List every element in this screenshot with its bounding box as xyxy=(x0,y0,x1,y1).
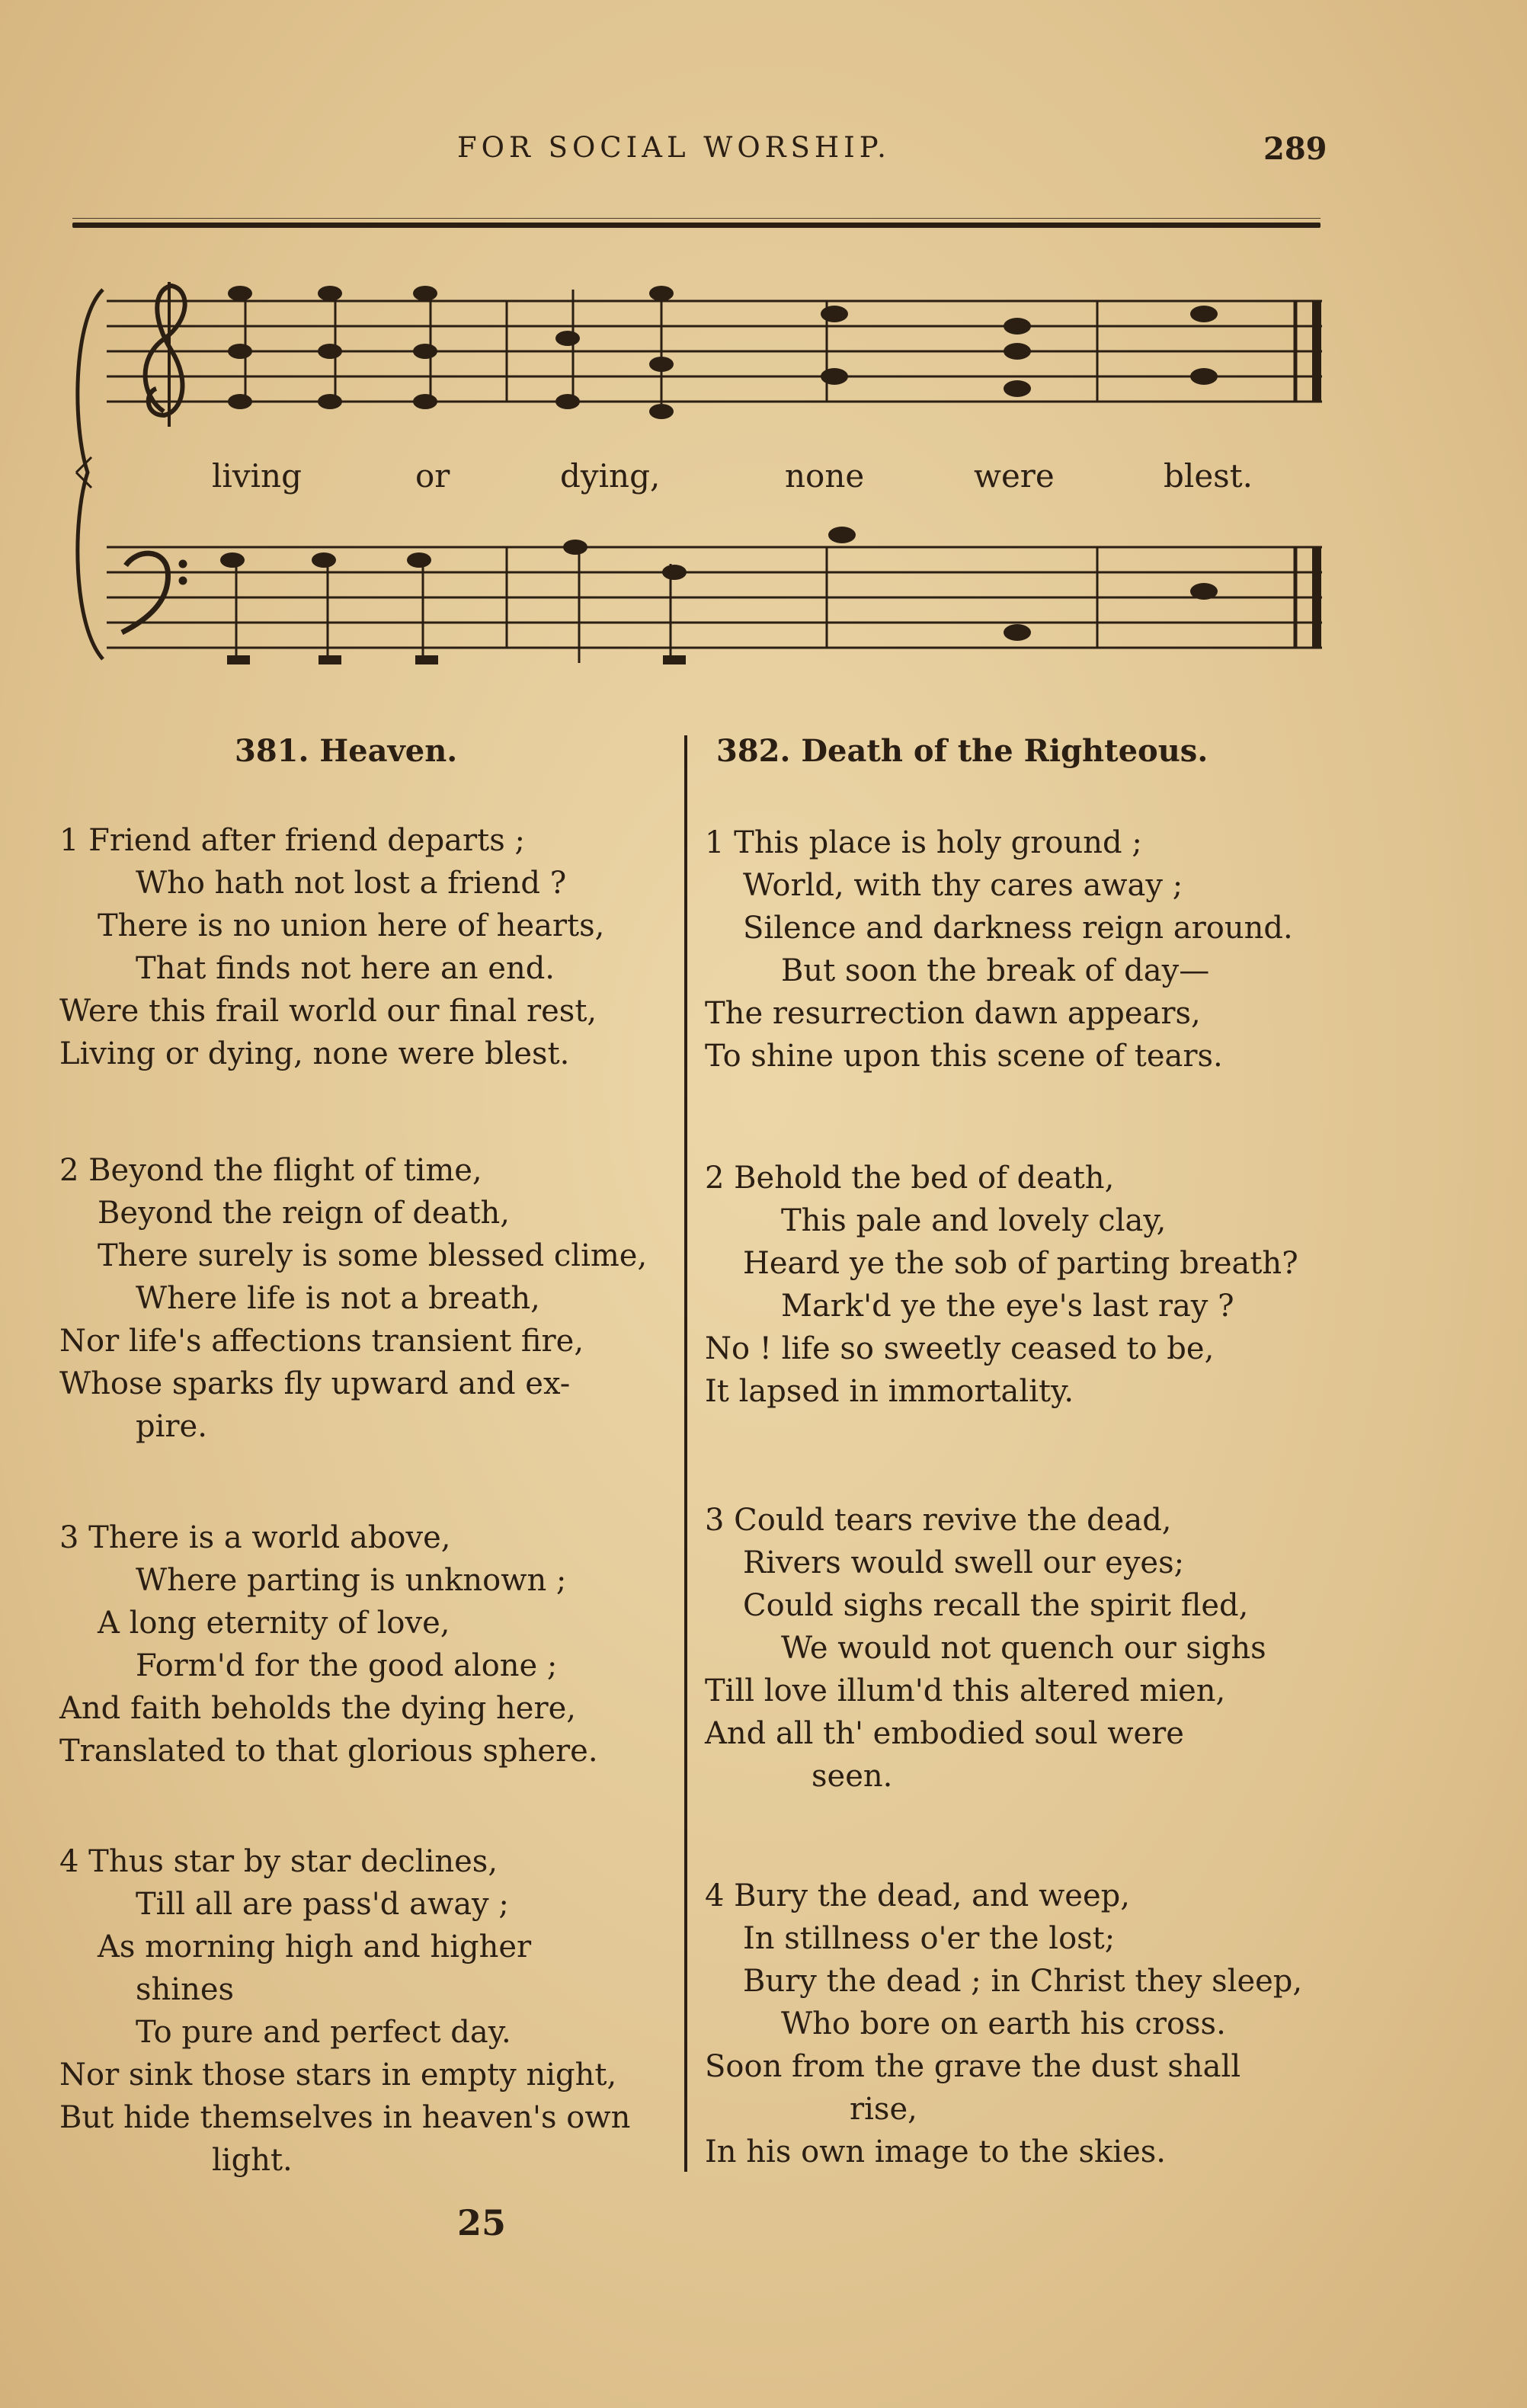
verse-line: The resurrection dawn appears, xyxy=(705,996,1201,1031)
verse-line: In stillness o'er the lost; xyxy=(743,1921,1116,1956)
lyric-word: dying, xyxy=(560,457,661,495)
verse-line: That finds not here an end. xyxy=(136,951,555,986)
verse-line: Who bore on earth his cross. xyxy=(781,2006,1226,2041)
column-divider xyxy=(684,735,687,2172)
verse-line: This pale and lovely clay, xyxy=(781,1203,1167,1238)
verse-line: 1 Friend after friend departs ; xyxy=(59,823,525,858)
verse-line: Where life is not a breath, xyxy=(136,1281,540,1316)
verse-line: Form'd for the good alone ; xyxy=(136,1648,558,1683)
verse-line: light. xyxy=(212,2143,293,2178)
verse-line: Who hath not lost a friend ? xyxy=(136,866,567,901)
hymn-381-verse-2 xyxy=(59,1149,647,1448)
verse-line: There is no union here of hearts, xyxy=(98,908,605,943)
verse-line: Were this frail world our final rest, xyxy=(59,994,597,1029)
verse-line: 4 Bury the dead, and weep, xyxy=(705,1878,1130,1913)
verse-line: Nor sink those stars in empty night, xyxy=(59,2057,617,2093)
verse-line: shines xyxy=(136,1972,235,2007)
verse-line: seen. xyxy=(812,1759,893,1794)
verse-line: Whose sparks fly upward and ex- xyxy=(59,1366,571,1401)
verse-line: Where parting is unknown ; xyxy=(136,1563,567,1598)
lyric-word: none xyxy=(785,457,865,495)
verse-line: Translated to that glorious sphere. xyxy=(59,1734,598,1769)
verse-line: Could sighs recall the spirit fled, xyxy=(743,1588,1249,1623)
verse-line: In his own image to the skies. xyxy=(705,2134,1166,2169)
verse-line: No ! life so sweetly ceased to be, xyxy=(705,1331,1215,1366)
verse-line: To shine upon this scene of tears. xyxy=(705,1039,1223,1074)
verse-line: 2 Beyond the flight of time, xyxy=(59,1153,482,1188)
verse-line: Mark'd ye the eye's last ray ? xyxy=(781,1289,1234,1324)
verse-line: rise, xyxy=(850,2092,917,2127)
lyric-word: or xyxy=(415,457,450,495)
verse-line: It lapsed in immortality. xyxy=(705,1374,1074,1409)
lyric-word: blest. xyxy=(1164,457,1253,495)
verse-line: Nor life's affections transient fire, xyxy=(59,1324,584,1359)
verse-line: A long eternity of love, xyxy=(98,1606,450,1641)
verse-line: Rivers would swell our eyes; xyxy=(743,1545,1185,1580)
verse-line: 3 There is a world above, xyxy=(59,1520,451,1555)
verse-line: Bury the dead ; in Christ they sleep, xyxy=(743,1964,1303,1999)
verse-line: 1 This place is holy ground ; xyxy=(705,825,1142,860)
verse-line: World, with thy cares away ; xyxy=(743,868,1183,903)
verse-line: Beyond the reign of death, xyxy=(98,1196,510,1231)
verse-line: But hide themselves in heaven's own xyxy=(59,2100,631,2135)
verse-line: We would not quench our sighs xyxy=(781,1631,1266,1666)
hymn-382-verse-4 xyxy=(705,1875,1302,2173)
hymn-382-verse-2 xyxy=(705,1157,1298,1413)
verse-line: Silence and darkness reign around. xyxy=(743,911,1293,946)
verse-line: And all th' embodied soul were xyxy=(705,1716,1184,1751)
page-number: 289 xyxy=(1263,131,1327,167)
verse-line: Till all are pass'd away ; xyxy=(136,1887,509,1922)
lyric-word: were xyxy=(974,457,1055,495)
hymn-382-title: 382. Death of the Righteous. xyxy=(716,733,1208,769)
verse-line: Soon from the grave the dust shall xyxy=(705,2049,1241,2084)
verse-line: To pure and perfect day. xyxy=(136,2015,511,2050)
hymn-381-title: 381. Heaven. xyxy=(235,733,458,769)
verse-line: 2 Behold the bed of death, xyxy=(705,1161,1115,1196)
hymn-381-verse-4 xyxy=(59,1840,630,2182)
hymn-381-verse-3 xyxy=(59,1516,598,1772)
music-score xyxy=(0,0,1527,686)
verse-line: 3 Could tears revive the dead, xyxy=(705,1503,1172,1538)
hymn-382-verse-1 xyxy=(705,821,1293,1078)
verse-line: Living or dying, none were blest. xyxy=(59,1036,570,1071)
verse-line: pire. xyxy=(136,1409,207,1444)
running-head: FOR SOCIAL WORSHIP. xyxy=(457,131,891,164)
verse-line: As morning high and higher xyxy=(98,1929,532,1965)
verse-line: But soon the break of day— xyxy=(781,953,1210,988)
lyric-word: living xyxy=(212,457,302,495)
verse-line: 4 Thus star by star declines, xyxy=(59,1844,498,1879)
hymn-381-verse-1 xyxy=(59,819,604,1075)
verse-line: Heard ye the sob of parting breath? xyxy=(743,1246,1298,1281)
hymn-382-verse-3 xyxy=(705,1499,1266,1798)
signature-mark: 25 xyxy=(457,2202,507,2243)
verse-line: And faith beholds the dying here, xyxy=(59,1691,576,1726)
verse-line: There surely is some blessed clime, xyxy=(98,1238,648,1273)
verse-line: Till love illum'd this altered mien, xyxy=(705,1673,1226,1708)
